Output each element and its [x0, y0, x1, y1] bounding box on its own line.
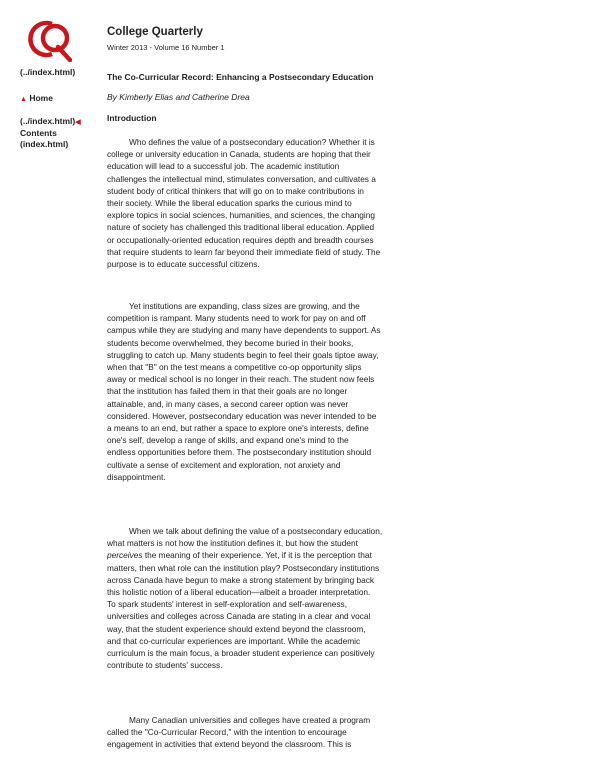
- paragraph-line: and that co-curricular experiences are important. While the academic: [107, 635, 361, 646]
- paragraph-line: Yet institutions are expanding, class sizes are growing, and the: [129, 301, 360, 311]
- paragraph-line: nature of society has challenged this traditional liberal education. Applied: [107, 222, 375, 233]
- sidebar-contents-link[interactable]: [20, 116, 81, 150]
- paragraph-line: that require students to learn far beyond their immediate field of study. The: [107, 246, 381, 257]
- paragraph-line: attainable, and, in many cases, a second career option was never: [107, 398, 349, 409]
- paragraph-line: that the institution has failed them in that their goals are no longer: [107, 386, 348, 397]
- paragraph-3: [107, 525, 567, 671]
- paragraph-2: [107, 300, 567, 483]
- paragraph-line: a means to an end, but rather a space to explore one's interests, define: [107, 423, 369, 434]
- paragraph-line: what matters is not how the institution defines it, but how the student: [107, 538, 358, 549]
- paragraph-line: When we talk about defining the value of a postsecondary education,: [129, 526, 383, 536]
- paragraph-line: across Canada have begun to make a strong statement by bringing back: [107, 574, 375, 585]
- paragraph-line: Many Canadian universities and colleges have created a program: [129, 715, 371, 725]
- paragraph-line: explore topics in social sciences, humanities, and sciences, the changing: [107, 210, 375, 221]
- paragraph-line: contribute to students' success.: [107, 660, 223, 671]
- paragraph-line: matters, then what role can the institution play? Postsecondary institutions: [107, 562, 380, 573]
- paragraph-line: disappointment.: [107, 471, 166, 482]
- paragraph-line: students become overwhelmed, they become buried in their books,: [107, 337, 354, 348]
- sidebar-contents-url: (index.html): [20, 139, 69, 149]
- paragraph-line: curriculum is the main focus, a broader student experience can positively: [107, 648, 375, 659]
- paragraph-1: [107, 136, 567, 270]
- paragraph-line: or occupationally-oriented education requires depth and breadth courses: [107, 234, 374, 245]
- paragraph-line: campus while they are studying and many have dependents to support. As: [107, 325, 381, 336]
- college-quarterly-logo[interactable]: [22, 18, 72, 62]
- paragraph-line: Who defines the value of a postsecondary education? Whether it is: [129, 137, 375, 147]
- paragraph-line: challenges the intellectual mind, stimulates conversation, and cultivates a: [107, 173, 376, 184]
- paragraph-line: education will lead to a successful job. The academic institution: [107, 161, 340, 172]
- paragraph-line: universities and colleges across Canada are stating in a clear and vocal: [107, 611, 371, 622]
- paragraph-line: college or university education in Canada, students are hoping that their: [107, 149, 371, 160]
- section-heading: Introduction: [107, 113, 157, 123]
- paragraph-line: student body of critical thinkers that will go on to make contributions in: [107, 185, 364, 196]
- sidebar-home-link[interactable]: [20, 93, 53, 105]
- paragraph-line: cultivate a sense of excitement and exploration, not anxiety and: [107, 459, 341, 470]
- paragraph-line: endless opportunities before them. The postsecondary institution should: [107, 447, 372, 458]
- paragraph-line: considered. However, postsecondary education was never intended to be: [107, 410, 377, 421]
- sidebar-contents-label: Contents: [20, 128, 57, 138]
- paragraph-line: called the "Co-Curricular Record," with the intention to encourage: [107, 727, 347, 738]
- article-authors: By Kimberly Elias and Catherine Drea: [107, 92, 250, 102]
- triangle-left-icon: ◀: [75, 119, 81, 126]
- paragraph-line: To spark students' interest in self-exploration and self-awareness,: [107, 599, 348, 610]
- sidebar-contents-index-link: (../index.html)◀: [20, 116, 81, 126]
- triangle-up-icon: ▲: [20, 96, 27, 103]
- sidebar-index-link[interactable]: (../index.html): [20, 67, 76, 77]
- paragraph-line: when that "B" on the test means a competitive co-op opportunity slips: [107, 362, 362, 373]
- issue-info: Winter 2013 - Volume 16 Number 1: [107, 43, 225, 52]
- paragraph-line: struggling to catch up. Many students begin to feel their goals tiptoe away,: [107, 349, 379, 360]
- sidebar-home-label: Home: [29, 93, 53, 103]
- paragraph-line: competition is rampant. Many students need to work for pay on and off: [107, 313, 366, 324]
- article-title: The Co-Curricular Record: Enhancing a Postsecondary Education: [107, 72, 374, 82]
- paragraph-line: this holistic notion of a liberal education—albeit a broader interpretation.: [107, 587, 371, 598]
- paragraph-line: their society. While the liberal education sparks the curious mind to: [107, 198, 352, 209]
- paragraph-line: one's self, develop a range of skills, and expand one's mind to the: [107, 435, 349, 446]
- paragraph-4: [107, 714, 567, 751]
- paragraph-line: away or medical school is no longer in their reach. The student now feels: [107, 374, 375, 385]
- paragraph-line: way, that the student experience should extend beyond the classroom,: [107, 623, 366, 634]
- cq-logo-icon: [22, 18, 72, 62]
- paragraph-line: perceives the meaning of their experience. Yet, if it is the perception that: [107, 550, 372, 561]
- journal-title: College Quarterly: [107, 26, 203, 38]
- paragraph-line: purpose is to educate successful citizens.: [107, 259, 260, 270]
- paragraph-line: engagement in activities that extend beyond the classroom. This is: [107, 739, 352, 750]
